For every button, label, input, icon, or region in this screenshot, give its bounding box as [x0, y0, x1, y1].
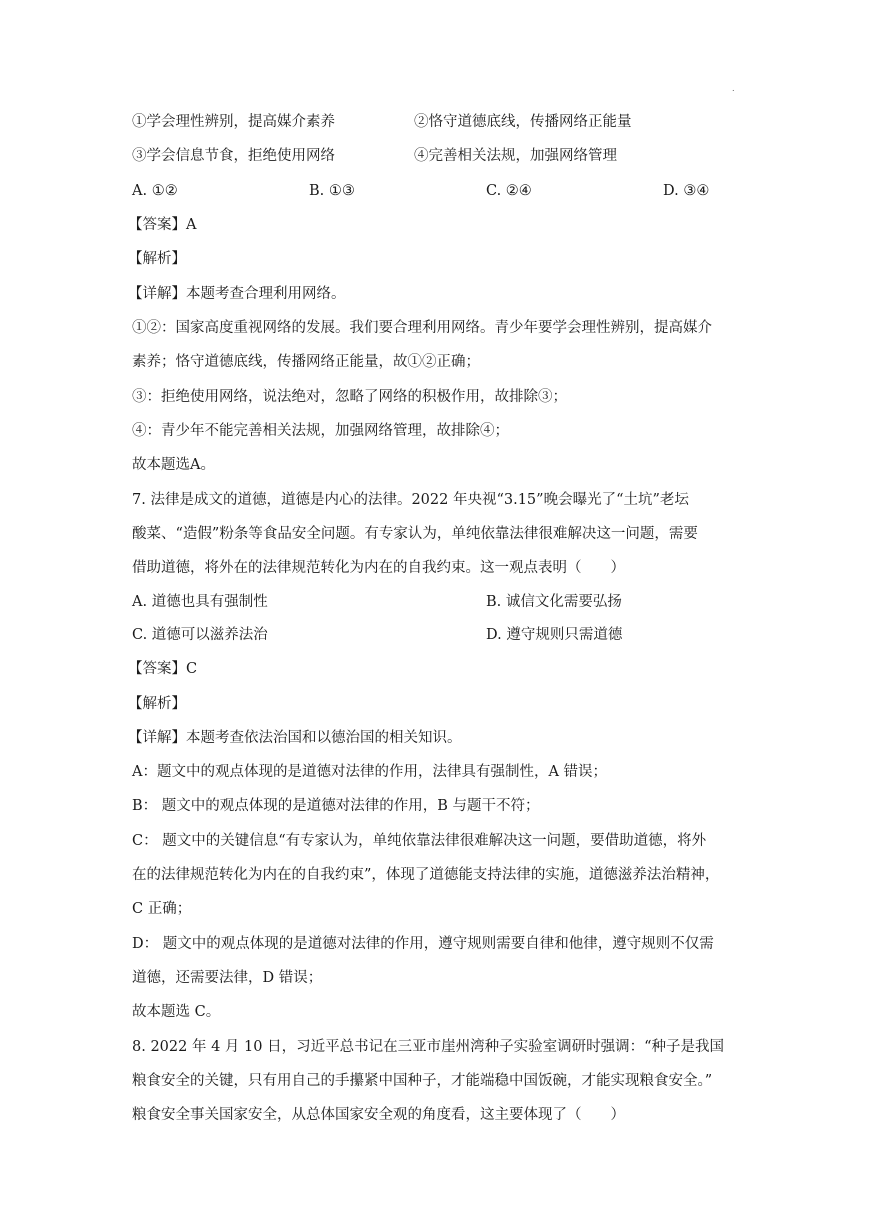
q7-explanation-c2: 在的法律规范转化为内在的自我约束”，体现了道德能支持法律的实施，道德滋养法治精神，	[132, 867, 720, 883]
q7-explanation-b: B： 题文中的观点体现的是道德对法律的作用，B 与题干不符；	[132, 798, 540, 814]
q6-analysis-heading: 【解析】	[128, 251, 186, 267]
q6-explanation-3: ④：青少年不能完善相关法规，加强网络管理，故排除④；	[132, 423, 509, 439]
q7-explanation-c1: C： 题文中的关键信息“有专家认为，单纯依靠法律很难解决这一问题，要借助道德，将外	[132, 833, 707, 849]
q8-stem-3: 粮食安全事关国家安全，从总体国家安全观的角度看，这主要体现了（ ）	[132, 1107, 625, 1123]
q8-stem-1: 8. 2022 年 4 月 10 日，习近平总书记在三亚市崖州湾种子实验室调研时强调：“种子是我国	[132, 1039, 724, 1055]
q7-choice-c: C. 道德可以滋养法治	[132, 627, 268, 643]
q6-conclusion: 故本题选A。	[132, 457, 215, 473]
q6-choice-c: C. ②④	[486, 183, 532, 199]
q6-option-4: ④完善相关法规，加强网络管理	[414, 148, 617, 164]
q7-answer: 【答案】C	[128, 661, 198, 677]
q7-explanation-d2: 道德，还需要法律，D 错误；	[132, 970, 323, 986]
q6-answer: 【答案】A	[128, 217, 197, 233]
q6-option-1: ①学会理性辨别，提高媒介素养	[132, 114, 335, 130]
q7-analysis-heading: 【解析】	[128, 696, 186, 712]
q7-explanation-c3: C 正确；	[132, 901, 192, 917]
q6-explanation-2: ③：拒绝使用网络，说法绝对，忽略了网络的积极作用，故排除③；	[132, 389, 567, 405]
q6-explanation-1b: 素养；恪守道德底线，传播网络正能量，故①②正确；	[132, 354, 480, 370]
q8-stem-2: 粮食安全的关键，只有用自己的手攥紧中国种子，才能端稳中国饭碗，才能实现粮食安全。”	[132, 1073, 713, 1089]
q7-stem-3: 借助道德，将外在的法律规范转化为内在的自我约束。这一观点表明（ ）	[132, 560, 625, 576]
q7-choice-d: D. 遵守规则只需道德	[486, 627, 623, 643]
q6-explanation-1a: ①②：国家高度重视网络的发展。我们要合理利用网络。青少年要学会理性辨别，提高媒介	[132, 320, 712, 336]
q6-detail: 【详解】本题考查合理利用网络。	[128, 286, 346, 302]
q6-choice-a: A. ①②	[132, 183, 178, 199]
q6-option-3: ③学会信息节食，拒绝使用网络	[132, 148, 335, 164]
q6-option-2: ②恪守道德底线，传播网络正能量	[414, 114, 632, 130]
page-mark: .	[732, 84, 735, 93]
q6-choice-b: B. ①③	[309, 183, 355, 199]
q6-choice-d: D. ③④	[663, 183, 710, 199]
q7-detail: 【详解】本题考查依法治国和以德治国的相关知识。	[128, 730, 462, 746]
q7-stem-2: 酸菜、“造假”粉条等食品安全问题。有专家认为，单纯依靠法律很难解决这一问题，需要	[132, 526, 698, 542]
q7-stem-1: 7. 法律是成文的道德，道德是内心的法律。2022 年央视“3.15”晚会曝光了“土坑”老坛	[132, 492, 689, 508]
q7-conclusion: 故本题选 C。	[132, 1004, 221, 1020]
q7-explanation-d1: D： 题文中的观点体现的是道德对法律的作用，遵守规则需要自律和他律，遵守规则不仅需	[132, 936, 714, 952]
q7-choice-b: B. 诚信文化需要弘扬	[486, 594, 622, 610]
q7-explanation-a: A：题文中的观点体现的是道德对法律的作用，法律具有强制性，A 错误；	[132, 764, 608, 780]
q7-choice-a: A. 道德也具有强制性	[132, 594, 268, 610]
